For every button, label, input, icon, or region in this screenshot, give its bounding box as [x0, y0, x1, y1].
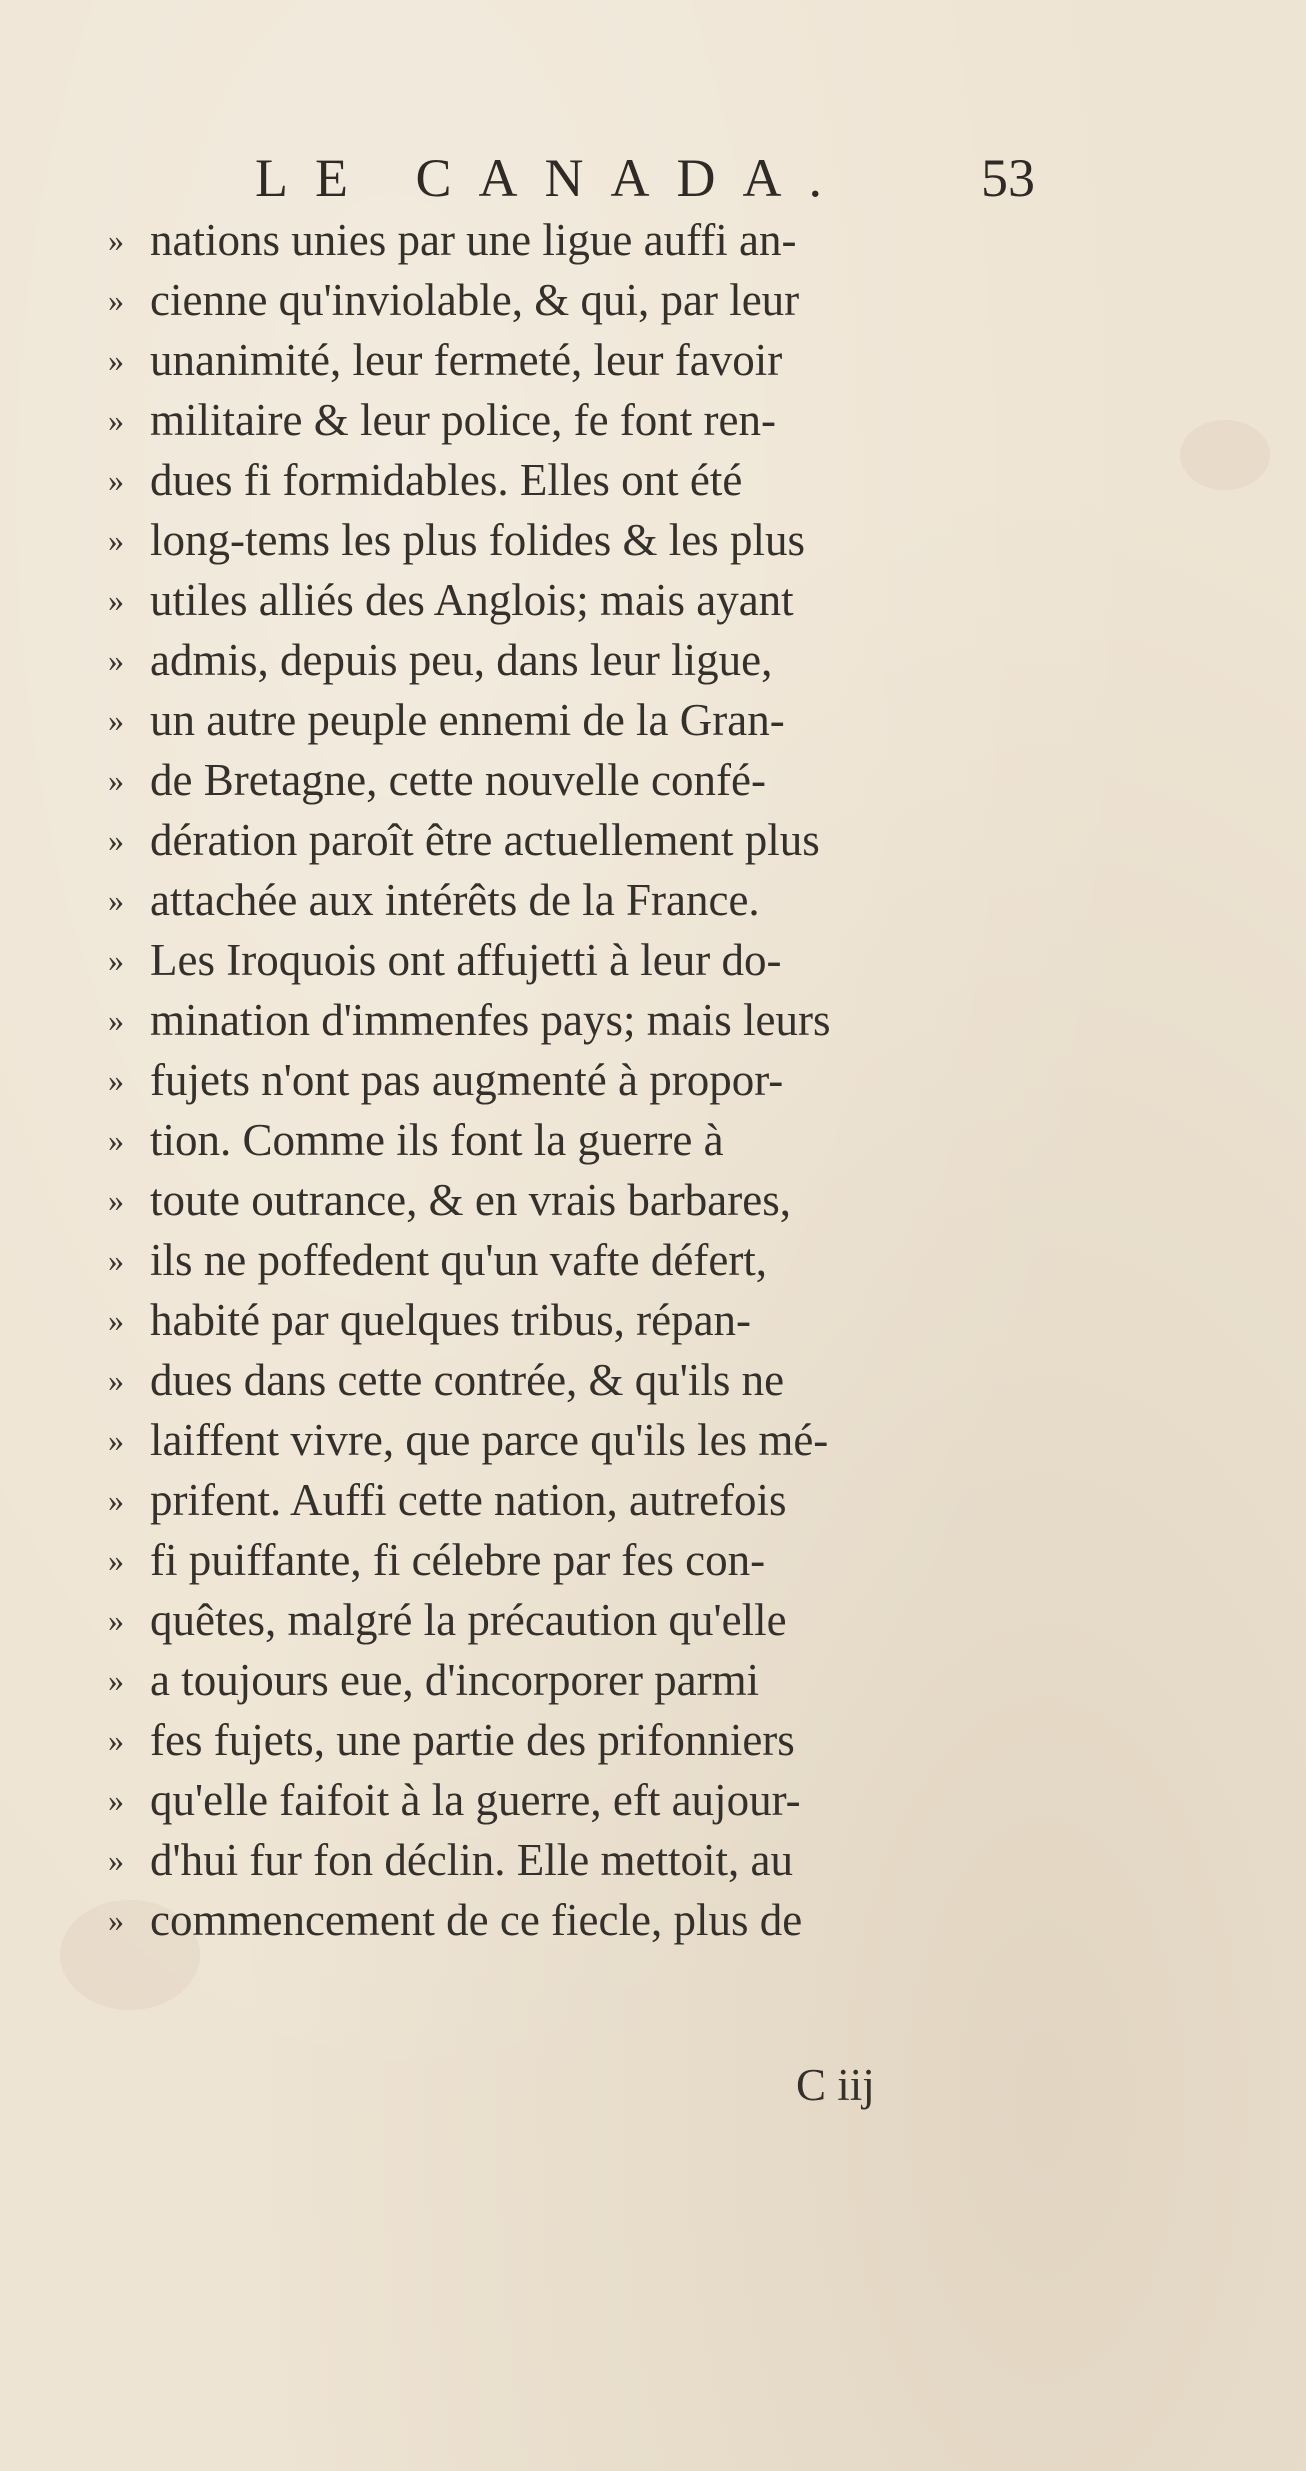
quote-mark: »	[108, 402, 124, 438]
line-text: toute outrance, & en vrais barbares,	[150, 1175, 791, 1225]
line-text: tion. Comme ils font la guerre à	[150, 1115, 724, 1165]
text-line	[108, 990, 1108, 1050]
paper-stain	[1180, 420, 1270, 490]
quote-mark: »	[108, 582, 124, 618]
quote-mark: »	[108, 1722, 124, 1758]
line-text: dues fi formidables. Elles ont été	[150, 455, 743, 505]
line-text: un autre peuple ennemi de la Gran-	[150, 695, 785, 745]
quote-mark: »	[108, 1182, 124, 1218]
quote-mark: »	[108, 1782, 124, 1818]
line-text: commencement de ce fiecle, plus de	[150, 1895, 803, 1945]
quote-mark: »	[108, 1482, 124, 1518]
text-line	[108, 510, 1108, 570]
text-line	[108, 390, 1108, 450]
quote-mark: »	[108, 1242, 124, 1278]
text-line	[108, 270, 1108, 330]
line-text: mination d'immenfes pays; mais leurs	[150, 995, 831, 1045]
text-line	[108, 690, 1108, 750]
line-text: long-tems les plus folides & les plus	[150, 515, 805, 565]
line-text: nations unies par une ligue auffi an-	[150, 215, 797, 265]
line-text: dération paroît être actuellement plus	[150, 815, 820, 865]
text-line	[108, 1110, 1108, 1170]
signature-mark: C iij	[796, 2060, 875, 2110]
quote-mark: »	[108, 222, 124, 258]
line-text: d'hui fur fon déclin. Elle mettoit, au	[150, 1835, 793, 1885]
text-line	[108, 630, 1108, 690]
text-line	[108, 1830, 1108, 1890]
body-text	[108, 210, 1108, 1950]
running-head: LE CANADA.	[255, 148, 849, 208]
text-line	[108, 1410, 1108, 1470]
quote-mark: »	[108, 522, 124, 558]
text-line	[108, 750, 1108, 810]
line-text: laiffent vivre, que parce qu'ils les mé-	[150, 1415, 829, 1465]
page-number: 53	[981, 148, 1035, 208]
quote-mark: »	[108, 882, 124, 918]
line-text: qu'elle faifoit à la guerre, eft aujour-	[150, 1775, 801, 1825]
line-text: fes fujets, une partie des prifonniers	[150, 1715, 795, 1765]
line-text: Les Iroquois ont affujetti à leur do-	[150, 935, 782, 985]
text-line	[108, 570, 1108, 630]
line-text: dues dans cette contrée, & qu'ils ne	[150, 1355, 785, 1405]
text-line	[108, 1350, 1108, 1410]
quote-mark: »	[108, 1602, 124, 1638]
line-text: attachée aux intérêts de la France.	[150, 875, 760, 925]
line-text: cienne qu'inviolable, & qui, par leur	[150, 275, 800, 325]
quote-mark: »	[108, 1902, 124, 1938]
text-line	[108, 1710, 1108, 1770]
text-line	[108, 1530, 1108, 1590]
quote-mark: »	[108, 1662, 124, 1698]
quote-mark: »	[108, 642, 124, 678]
text-line	[108, 1650, 1108, 1710]
quote-mark: »	[108, 1542, 124, 1578]
line-text: habité par quelques tribus, répan-	[150, 1295, 752, 1345]
text-line	[108, 810, 1108, 870]
line-text: quêtes, malgré la précaution qu'elle	[150, 1595, 787, 1645]
quote-mark: »	[108, 342, 124, 378]
line-text: de Bretagne, cette nouvelle confé-	[150, 755, 766, 805]
text-line	[108, 450, 1108, 510]
quote-mark: »	[108, 1302, 124, 1338]
text-line	[108, 870, 1108, 930]
line-text: fujets n'ont pas augmenté à propor-	[150, 1055, 784, 1105]
quote-mark: »	[108, 702, 124, 738]
text-line	[108, 1230, 1108, 1290]
line-text: admis, depuis peu, dans leur ligue,	[150, 635, 773, 685]
text-line	[108, 1290, 1108, 1350]
text-line	[108, 210, 1108, 270]
quote-mark: »	[108, 1122, 124, 1158]
line-text: unanimité, leur fermeté, leur favoir	[150, 335, 783, 385]
line-text: a toujours eue, d'incorporer parmi	[150, 1655, 760, 1705]
line-text: utiles alliés des Anglois; mais ayant	[150, 575, 794, 625]
quote-mark: »	[108, 942, 124, 978]
quote-mark: »	[108, 462, 124, 498]
text-line	[108, 1470, 1108, 1530]
text-line	[108, 1890, 1108, 1950]
line-text: fi puiffante, fi célebre par fes con-	[150, 1535, 766, 1585]
quote-mark: »	[108, 822, 124, 858]
quote-mark: »	[108, 762, 124, 798]
quote-mark: »	[108, 1842, 124, 1878]
text-line	[108, 330, 1108, 390]
line-text: militaire & leur police, fe font ren-	[150, 395, 777, 445]
quote-mark: »	[108, 1422, 124, 1458]
line-text: ils ne poffedent qu'un vafte défert,	[150, 1235, 768, 1285]
text-line	[108, 1050, 1108, 1110]
quote-mark: »	[108, 1002, 124, 1038]
quote-mark: »	[108, 282, 124, 318]
quote-mark: »	[108, 1362, 124, 1398]
text-line	[108, 1770, 1108, 1830]
text-line	[108, 1170, 1108, 1230]
text-line	[108, 1590, 1108, 1650]
text-line	[108, 930, 1108, 990]
quote-mark: »	[108, 1062, 124, 1098]
line-text: prifent. Auffi cette nation, autrefois	[150, 1475, 787, 1525]
page-header	[255, 148, 1075, 208]
